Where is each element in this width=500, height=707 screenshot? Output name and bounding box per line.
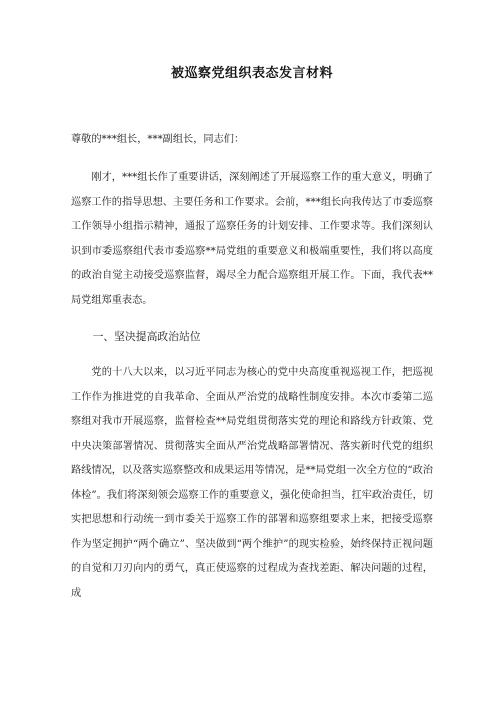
section-heading-1: 一、坚决提高政治站位 xyxy=(92,330,201,343)
section-1-paragraph: 党的十八大以来，以习近平同志为核心的党中央高度重视巡视工作，把巡视工作作为推进党的自我革命、全面从严治党的战略性制度安排。本次市委第二巡察组对我市开展巡察，监督检查**局党组贯彻落实党的理论和路线方针政策、党中央决策部署情况、贯彻落实全面从严治党战略部署情况、落实新时代党的组织路线情况，以及落实巡察整改和成果运用等情况，是**局党组一次全方位的“政治体检”。我们将深刻领会巡察工作的重要意义，强化使命担当，扛牢政治责任，切实把思想和行动统一到市委关于巡察工作的部署和巡察组要求上来，把接受巡察作为坚定拥护“两个确立”、坚决做到“两个维护”的现实检验，始终保持正视问题的自觉和刀刃向内的勇气，真正使巡察的过程成为查找差距、解决问题的过程，成 xyxy=(71,367,433,599)
document-title: 被巡察党组织表态发言材料 xyxy=(170,66,333,81)
salutation: 尊敬的***组长，***副组长，同志们： xyxy=(71,134,245,145)
opening-paragraph: 刚才，***组长作了重要讲话，深刻阐述了开展巡察工作的重大意义，明确了巡察工作的指导思想、主要任务和工作要求。会前，***组长向我传达了市委巡察工作领导小组指示精神，通报了巡察任务的计划安排、工作要求等。我们深刻认识到市委巡察组代表市委巡察**局党组的重要意义和极端重要性，我们将以高度的政治自觉主动接受巡察监督，竭尽全力配合巡察组开展工作。下面，我代表**局党组郑重表态。 xyxy=(71,172,433,306)
